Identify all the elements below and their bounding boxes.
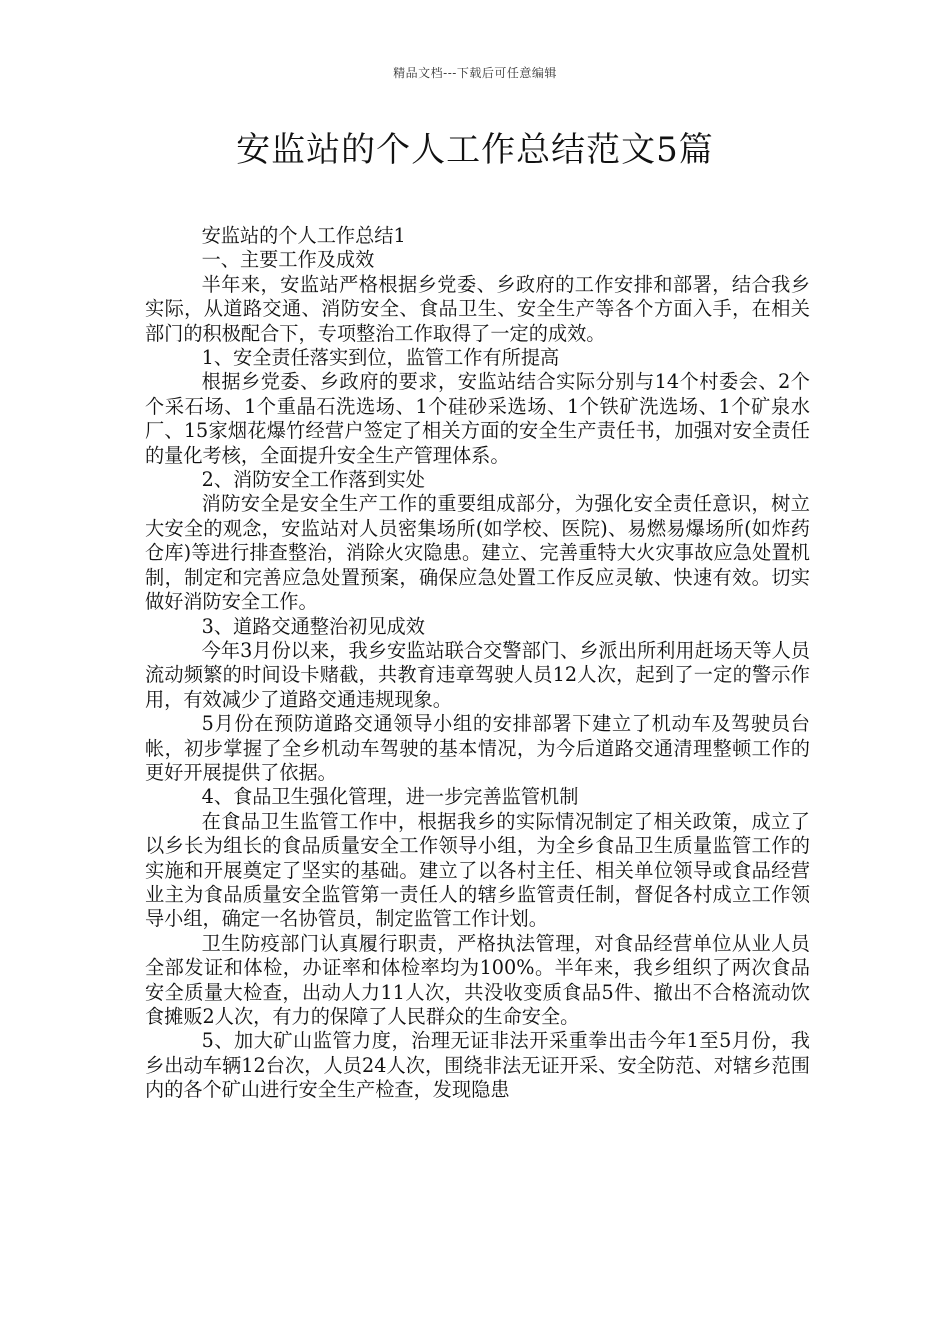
item-heading: 4、食品卫生强化管理，进一步完善监管机制 — [201, 785, 579, 809]
body-paragraph: 卫生防疫部门认真履行职责，严格执法管理，对食品经营单位从业人员全部发证和体检，办证率和体检率均为100%。半年来，我乡组织了两次食品安全质量大检查，出动人力11人次，共没收变质食品5件、撤出不合格流动饮食摊贩2人次，有力的保障了人民群众的生命安全。 — [145, 931, 810, 1028]
body-paragraph: 在食品卫生监管工作中，根据我乡的实际情况制定了相关政策，成立了以乡长为组长的食品质量安全工作领导小组，为全乡食品卫生质量监管工作的实施和开展奠定了坚实的基础。建立了以各村主任、相关单位领导或食品经营业主为食品质量安全监管第一责任人的辖乡监管责任制，督促各村成立工作领导小组，确定一名协管员，制定监管工作计划。 — [145, 809, 810, 931]
page-header-note: 精品文档---下载后可任意编辑 — [393, 66, 557, 80]
body-paragraph: 消防安全是安全生产工作的重要组成部分，为强化安全责任意识，树立大安全的观念，安监站对人员密集场所(如学校、医院)、易燃易爆场所(如炸药仓库)等进行排查整治，消除火灾隐患。建立、完善重特大火灾事故应急处置机制，制定和完善应急处置预案，确保应急处置工作反应灵敏、快速有效。切实做好消防安全工作。 — [145, 492, 810, 614]
body-paragraph: 半年来，安监站严格根据乡党委、乡政府的工作安排和部署，结合我乡实际，从道路交通、消防安全、食品卫生、安全生产等各个方面入手，在相关部门的积极配合下，专项整治工作取得了一定的成效。 — [145, 272, 810, 345]
body-paragraph: 5、加大矿山监管力度，治理无证非法开采重拳出击今年1至5月份，我乡出动车辆12台次，人员24人次，围绕非法无证开采、安全防范、对辖乡范围内的各个矿山进行安全生产检查，发现隐患 — [145, 1029, 810, 1102]
subsection-heading: 一、主要工作及成效 — [201, 248, 375, 272]
body-paragraph: 今年3月份以来，我乡安监站联合交警部门、乡派出所利用赶场天等人员流动频繁的时间设卡赌截，共教育违章驾驶人员12人次，起到了一定的警示作用，有效减少了道路交通违规现象。 — [145, 638, 810, 711]
body-paragraph: 根据乡党委、乡政府的要求，安监站结合实际分别与14个村委会、2个个采石场、1个重晶石洗选场、1个硅砂采选场、1个铁矿洗选场、1个矿泉水厂、15家烟花爆竹经营户签定了相关方面的安全生产责任书，加强对安全责任的量化考核，全面提升安全生产管理体系。 — [145, 370, 810, 467]
item-heading: 3、道路交通整治初见成效 — [201, 614, 425, 638]
item-heading: 1、安全责任落实到位，监管工作有所提高 — [201, 346, 560, 370]
section-heading: 安监站的个人工作总结1 — [201, 224, 406, 247]
document-body — [145, 224, 810, 1103]
body-paragraph: 5月份在预防道路交通领导小组的安排部署下建立了机动车及驾驶员台帐，初步掌握了全乡机动车驾驶的基本情况，为今后道路交通清理整顿工作的更好开展提供了依据。 — [145, 712, 810, 784]
document-title: 安监站的个人工作总结范文5篇 — [236, 130, 714, 170]
item-heading: 2、消防安全工作落到实处 — [201, 468, 425, 492]
